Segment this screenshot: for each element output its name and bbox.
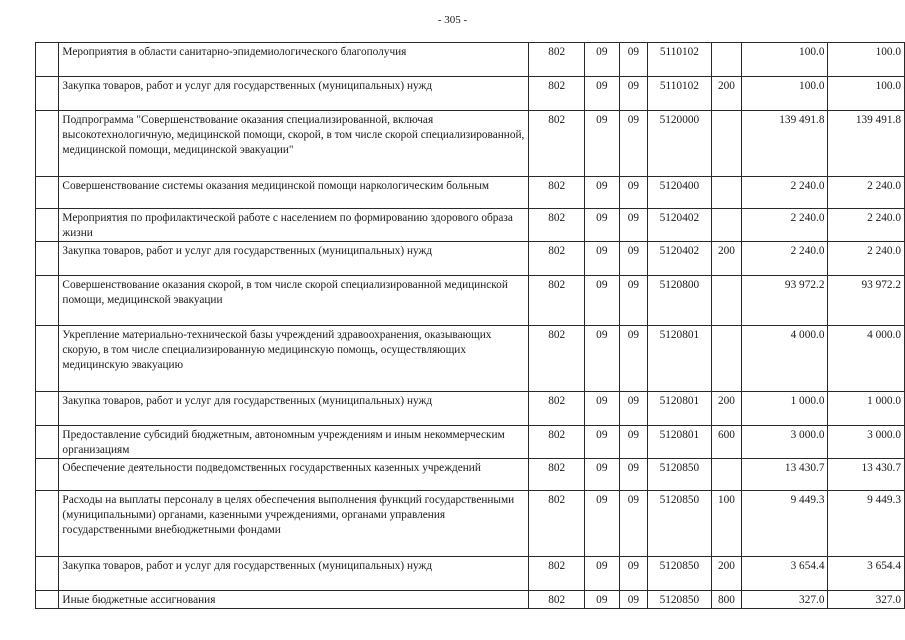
section-code-cell: 09 [585, 77, 619, 111]
amount-cell: 2 240.0 [828, 177, 905, 209]
expense-type-cell [711, 276, 742, 326]
section-code-cell: 09 [585, 326, 619, 392]
blank-cell [36, 392, 59, 426]
amount-cell: 3 000.0 [742, 426, 828, 459]
department-code-cell: 802 [529, 491, 585, 557]
expense-name-cell: Закупка товаров, работ и услуг для государственных (муниципальных) нужд [59, 242, 529, 276]
department-code-cell: 802 [529, 242, 585, 276]
target-article-cell: 5120801 [648, 326, 711, 392]
blank-cell [36, 242, 59, 276]
subsection-code-cell: 09 [619, 209, 648, 242]
table-row [36, 242, 905, 276]
amount-cell: 93 972.2 [828, 276, 905, 326]
expense-type-cell: 200 [711, 242, 742, 276]
expense-name-cell: Иные бюджетные ассигнования [59, 591, 529, 609]
blank-cell [36, 209, 59, 242]
subsection-code-cell: 09 [619, 43, 648, 77]
amount-cell: 139 491.8 [828, 111, 905, 177]
department-code-cell: 802 [529, 177, 585, 209]
amount-cell: 327.0 [742, 591, 828, 609]
subsection-code-cell: 09 [619, 276, 648, 326]
table-row [36, 557, 905, 591]
expense-name-cell: Обеспечение деятельности подведомственных государственных казенных учреждений [59, 459, 529, 491]
subsection-code-cell: 09 [619, 392, 648, 426]
target-article-cell: 5120400 [648, 177, 711, 209]
target-article-cell: 5120402 [648, 242, 711, 276]
table-row [36, 426, 905, 459]
amount-cell: 139 491.8 [742, 111, 828, 177]
target-article-cell: 5120801 [648, 392, 711, 426]
expense-type-cell [711, 209, 742, 242]
table-row [36, 276, 905, 326]
target-article-cell: 5120850 [648, 459, 711, 491]
department-code-cell: 802 [529, 591, 585, 609]
table-row [36, 459, 905, 491]
amount-cell: 3 000.0 [828, 426, 905, 459]
section-code-cell: 09 [585, 43, 619, 77]
section-code-cell: 09 [585, 392, 619, 426]
blank-cell [36, 459, 59, 491]
page-number: - 305 - [437, 14, 468, 26]
blank-cell [36, 177, 59, 209]
table-row [36, 77, 905, 111]
expense-name-cell: Расходы на выплаты персоналу в целях обеспечения выполнения функций государственными (муниципальными) органами, казенными учреждениями, органами управления государственными внебюджетными фондами [59, 491, 529, 557]
blank-cell [36, 591, 59, 609]
expense-type-cell: 800 [711, 591, 742, 609]
amount-cell: 100.0 [828, 43, 905, 77]
subsection-code-cell: 09 [619, 557, 648, 591]
expense-name-cell: Закупка товаров, работ и услуг для государственных (муниципальных) нужд [59, 77, 529, 111]
department-code-cell: 802 [529, 326, 585, 392]
section-code-cell: 09 [585, 591, 619, 609]
expense-type-cell [711, 326, 742, 392]
budget-table [35, 42, 905, 609]
amount-cell: 4 000.0 [742, 326, 828, 392]
department-code-cell: 802 [529, 459, 585, 491]
target-article-cell: 5120850 [648, 557, 711, 591]
expense-type-cell [711, 459, 742, 491]
expense-name-cell: Совершенствование оказания скорой, в том числе скорой специализированной медицинской помощи, медицинской эвакуации [59, 276, 529, 326]
blank-cell [36, 557, 59, 591]
amount-cell: 2 240.0 [828, 209, 905, 242]
table-row [36, 111, 905, 177]
section-code-cell: 09 [585, 209, 619, 242]
section-code-cell: 09 [585, 557, 619, 591]
section-code-cell: 09 [585, 426, 619, 459]
blank-cell [36, 276, 59, 326]
department-code-cell: 802 [529, 77, 585, 111]
table-row [36, 591, 905, 609]
expense-type-cell: 200 [711, 392, 742, 426]
expense-name-cell: Укрепление материально-технической базы учреждений здравоохранения, оказывающих скорую, в том числе специализированную медицинскую помощь, осуществляющих медицинскую эвакуацию [59, 326, 529, 392]
subsection-code-cell: 09 [619, 242, 648, 276]
section-code-cell: 09 [585, 242, 619, 276]
target-article-cell: 5120801 [648, 426, 711, 459]
expense-name-cell: Закупка товаров, работ и услуг для государственных (муниципальных) нужд [59, 557, 529, 591]
amount-cell: 4 000.0 [828, 326, 905, 392]
subsection-code-cell: 09 [619, 591, 648, 609]
expense-name-cell: Предоставление субсидий бюджетным, автономным учреждениям и иным некоммерческим организациям [59, 426, 529, 459]
expense-type-cell [711, 177, 742, 209]
target-article-cell: 5120850 [648, 491, 711, 557]
section-code-cell: 09 [585, 177, 619, 209]
amount-cell: 327.0 [828, 591, 905, 609]
section-code-cell: 09 [585, 491, 619, 557]
amount-cell: 1 000.0 [742, 392, 828, 426]
table-row [36, 209, 905, 242]
target-article-cell: 5120402 [648, 209, 711, 242]
amount-cell: 100.0 [742, 43, 828, 77]
table-row [36, 326, 905, 392]
target-article-cell: 5110102 [648, 77, 711, 111]
expense-name-cell: Мероприятия в области санитарно-эпидемиологического благополучия [59, 43, 529, 77]
subsection-code-cell: 09 [619, 326, 648, 392]
amount-cell: 100.0 [828, 77, 905, 111]
amount-cell: 2 240.0 [828, 242, 905, 276]
amount-cell: 1 000.0 [828, 392, 905, 426]
blank-cell [36, 491, 59, 557]
department-code-cell: 802 [529, 111, 585, 177]
expense-type-cell: 200 [711, 77, 742, 111]
target-article-cell: 5120000 [648, 111, 711, 177]
amount-cell: 2 240.0 [742, 242, 828, 276]
expense-type-cell: 200 [711, 557, 742, 591]
target-article-cell: 5120800 [648, 276, 711, 326]
subsection-code-cell: 09 [619, 111, 648, 177]
blank-cell [36, 111, 59, 177]
amount-cell: 93 972.2 [742, 276, 828, 326]
section-code-cell: 09 [585, 459, 619, 491]
subsection-code-cell: 09 [619, 491, 648, 557]
expense-type-cell [711, 111, 742, 177]
amount-cell: 3 654.4 [828, 557, 905, 591]
subsection-code-cell: 09 [619, 459, 648, 491]
amount-cell: 2 240.0 [742, 177, 828, 209]
amount-cell: 9 449.3 [828, 491, 905, 557]
table-row [36, 43, 905, 77]
blank-cell [36, 426, 59, 459]
blank-cell [36, 43, 59, 77]
amount-cell: 9 449.3 [742, 491, 828, 557]
expense-type-cell: 100 [711, 491, 742, 557]
department-code-cell: 802 [529, 426, 585, 459]
expense-type-cell: 600 [711, 426, 742, 459]
budget-table-body [36, 43, 905, 609]
expense-name-cell: Мероприятия по профилактической работе с населением по формированию здорового образа жизни [59, 209, 529, 242]
expense-name-cell: Подпрограмма "Совершенствование оказания специализированной, включая высокотехнологичную, медицинской помощи, скорой, в том числе скорой специализированной, медицинской помощи, медицинской эвакуации" [59, 111, 529, 177]
department-code-cell: 802 [529, 276, 585, 326]
section-code-cell: 09 [585, 276, 619, 326]
blank-cell [36, 326, 59, 392]
amount-cell: 13 430.7 [742, 459, 828, 491]
subsection-code-cell: 09 [619, 177, 648, 209]
amount-cell: 3 654.4 [742, 557, 828, 591]
blank-cell [36, 77, 59, 111]
amount-cell: 100.0 [742, 77, 828, 111]
table-row [36, 177, 905, 209]
amount-cell: 13 430.7 [828, 459, 905, 491]
target-article-cell: 5120850 [648, 591, 711, 609]
target-article-cell: 5110102 [648, 43, 711, 77]
expense-name-cell: Совершенствование системы оказания медицинской помощи наркологическим больным [59, 177, 529, 209]
table-row [36, 392, 905, 426]
subsection-code-cell: 09 [619, 77, 648, 111]
amount-cell: 2 240.0 [742, 209, 828, 242]
expense-type-cell [711, 43, 742, 77]
department-code-cell: 802 [529, 209, 585, 242]
department-code-cell: 802 [529, 392, 585, 426]
table-row [36, 491, 905, 557]
department-code-cell: 802 [529, 43, 585, 77]
expense-name-cell: Закупка товаров, работ и услуг для государственных (муниципальных) нужд [59, 392, 529, 426]
department-code-cell: 802 [529, 557, 585, 591]
section-code-cell: 09 [585, 111, 619, 177]
subsection-code-cell: 09 [619, 426, 648, 459]
